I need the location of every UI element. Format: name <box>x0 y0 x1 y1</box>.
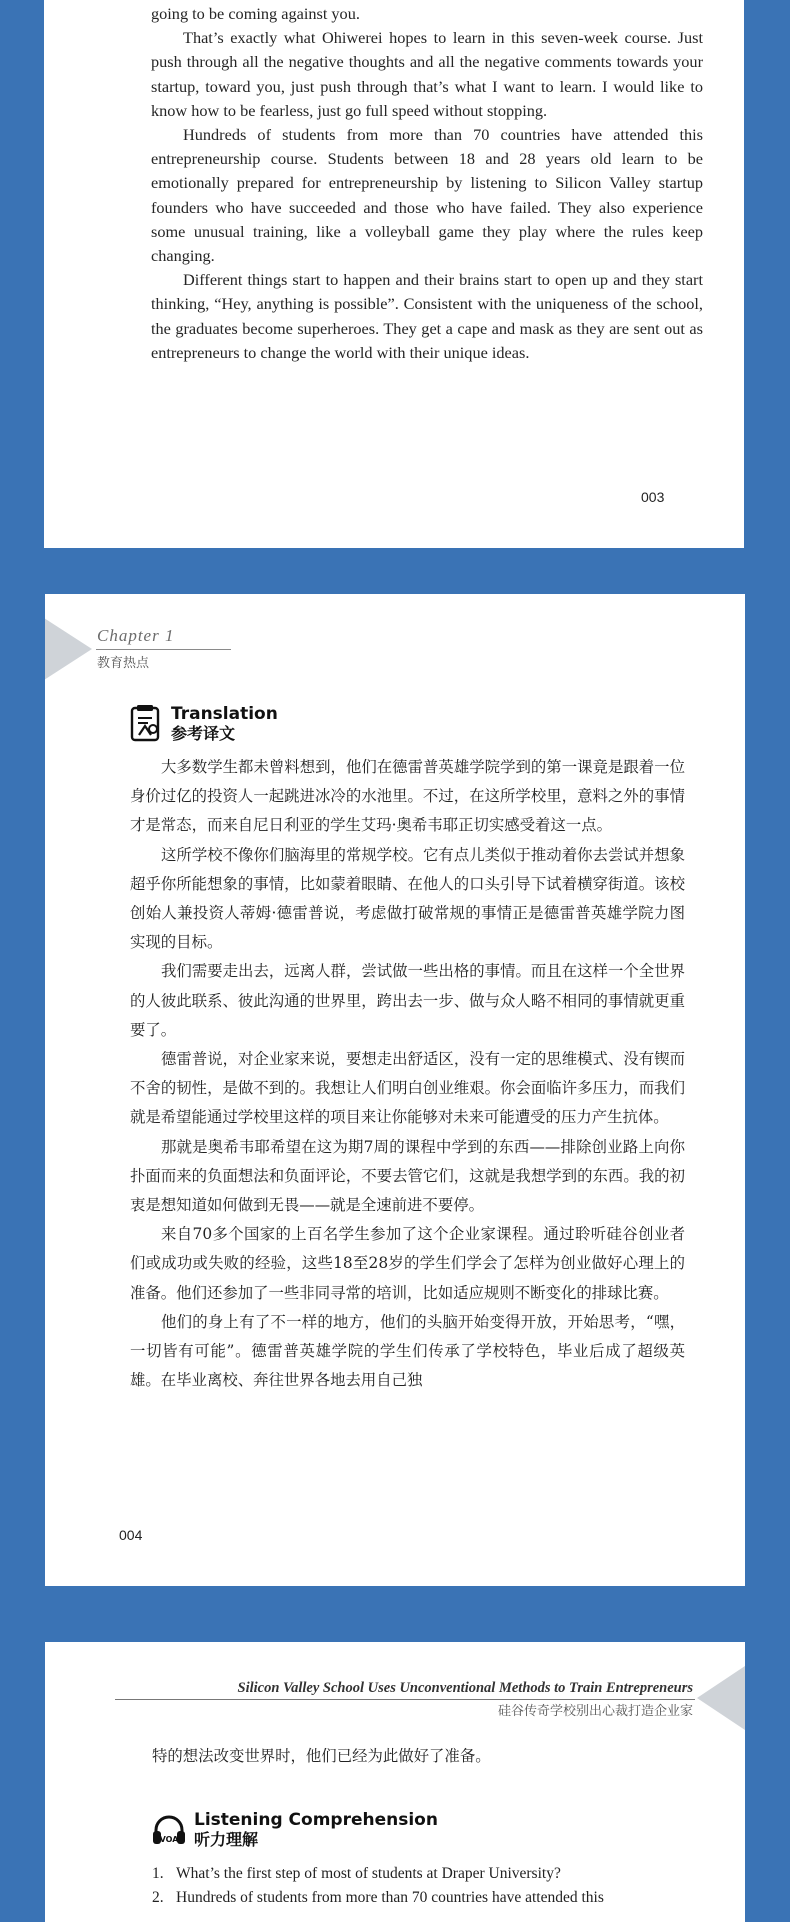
translation-paragraph: 这所学校不像你们脑海里的常规学校。它有点儿类似于推动着你去尝试并想象超乎你所能想象的事情，比如蒙着眼睛、在他人的口头引导下试着横穿街道。该校创始人兼投资人蒂姆·德雷普说，考虑做打破常规的事情正是德雷普英雄学院力图实现的目标。 <box>130 845 685 952</box>
page-005 <box>45 1642 745 1922</box>
chapter-divider <box>96 649 231 650</box>
listening-section-header <box>152 1810 438 1850</box>
translation-paragraph: 德雷普说，对企业家来说，要想走出舒适区，没有一定的思维模式、没有锲而不舍的韧性，是做不到的。我想让人们明白创业维艰。你会面临许多压力，而我们就是希望能通过学校里这样的项目来让你能够对未来可能遭受的压力产生抗体。 <box>130 1050 685 1127</box>
voa-label: VOA <box>159 1835 179 1844</box>
translation-paragraph: 大多数学生都未曾料想到，他们在德雷普英雄学院学到的第一课竟是跟着一位身价过亿的投资人一起跳进冰冷的水池里。不过，在这所学校里，意料之外的事情才是常态，而来自尼日利亚的学生艾玛·奥希韦耶正切实感受着这一点。 <box>130 758 685 835</box>
chinese-translation-text <box>130 753 685 1395</box>
body-paragraph: That’s exactly what Ohiwerei hopes to learn in this seven-week course. Just push through all the negative thoughts and all the negative comments towards your startup, toward you, just push through that’s what I want to learn. I would like to know how to be fearless, just go full speed without stopping. <box>151 28 703 120</box>
translation-paragraph: 他们的身上有了不一样的地方，他们的头脑开始变得开放，开始思考，“嘿，一切皆有可能”。德雷普英雄学院的学生们传承了学校特色，毕业后成了超级英雄。在毕业离校、奔往世界各地去用自己独 <box>130 1312 685 1390</box>
chapter-marker-triangle <box>45 618 92 680</box>
section-title-cn: 听力理解 <box>194 1830 259 1849</box>
page-number: 003 <box>641 489 665 505</box>
section-title-cn: 参考译文 <box>171 724 236 743</box>
question-item <box>152 1862 712 1886</box>
question-item <box>152 1886 712 1910</box>
running-subtitle: 硅谷传奇学校别出心裁打造企业家 <box>497 1704 693 1719</box>
section-title-en: Translation <box>171 704 278 724</box>
translation-icon <box>129 704 163 744</box>
chapter-marker-triangle <box>697 1666 745 1730</box>
translation-section-header <box>129 704 278 744</box>
english-body-text <box>151 2 703 365</box>
question-number: 1. <box>152 1865 164 1882</box>
body-paragraph: going to be coming against you. <box>151 4 360 23</box>
chapter-subtitle: 教育热点 <box>97 656 150 671</box>
headphones-voa-icon <box>152 1812 186 1848</box>
body-paragraph: Different things start to happen and their brains start to open up and they start thinking, “Hey, anything is possible”. Consistent with the uniqueness of the school, the graduates become superheroes. They get a cape and mask as they are sent out as entrepreneurs to change the world with their unique ideas. <box>151 270 703 362</box>
question-text: Hundreds of students from more than 70 countries have attended this <box>176 1889 604 1906</box>
section-title-en: Listening Comprehension <box>194 1810 438 1830</box>
body-paragraph: Hundreds of students from more than 70 countries have attended this entrepreneurship course. Students between 18 and 28 years old learn to be emotionally prepared for entrepreneurship by listening to Silicon Valley startup founders who have succeeded and those who have failed. They also experience some unusual training, like a volleyball game they play where the rules keep changing. <box>151 125 703 266</box>
chapter-title: Chapter 1 <box>97 626 175 645</box>
page-number: 004 <box>119 1527 143 1543</box>
page-003 <box>44 0 744 548</box>
running-title: Silicon Valley School Uses Unconventional Methods to Train Entrepreneurs <box>237 1680 693 1696</box>
question-text: What’s the first step of most of students at Draper University? <box>176 1865 561 1882</box>
translation-paragraph: 那就是奥希韦耶希望在这为期7周的课程中学到的东西——排除创业路上向你扑面而来的负面想法和负面评论，不要去管它们，这就是我想学到的东西。我的初衷是想知道如何做到无畏——就是全速前进不要停。 <box>130 1137 685 1215</box>
page-004 <box>45 594 745 1586</box>
continued-translation-text: 特的想法改变世界时，他们已经为此做好了准备。 <box>152 1747 491 1765</box>
translation-paragraph: 我们需要走出去，远离人群，尝试做一些出格的事情。而且在这样一个全世界的人彼此联系、彼此沟通的世界里，跨出去一步、做与众人略不相同的事情就更重要了。 <box>130 962 685 1039</box>
question-list <box>152 1862 712 1910</box>
question-number: 2. <box>152 1889 164 1906</box>
translation-paragraph: 来自70多个国家的上百名学生参加了这个企业家课程。通过聆听硅谷创业者们或成功或失败的经验，这些18至28岁的学生们学会了怎样为创业做好心理上的准备。他们还参加了一些非同寻常的培训，比如适应规则不断变化的排球比赛。 <box>130 1225 685 1302</box>
